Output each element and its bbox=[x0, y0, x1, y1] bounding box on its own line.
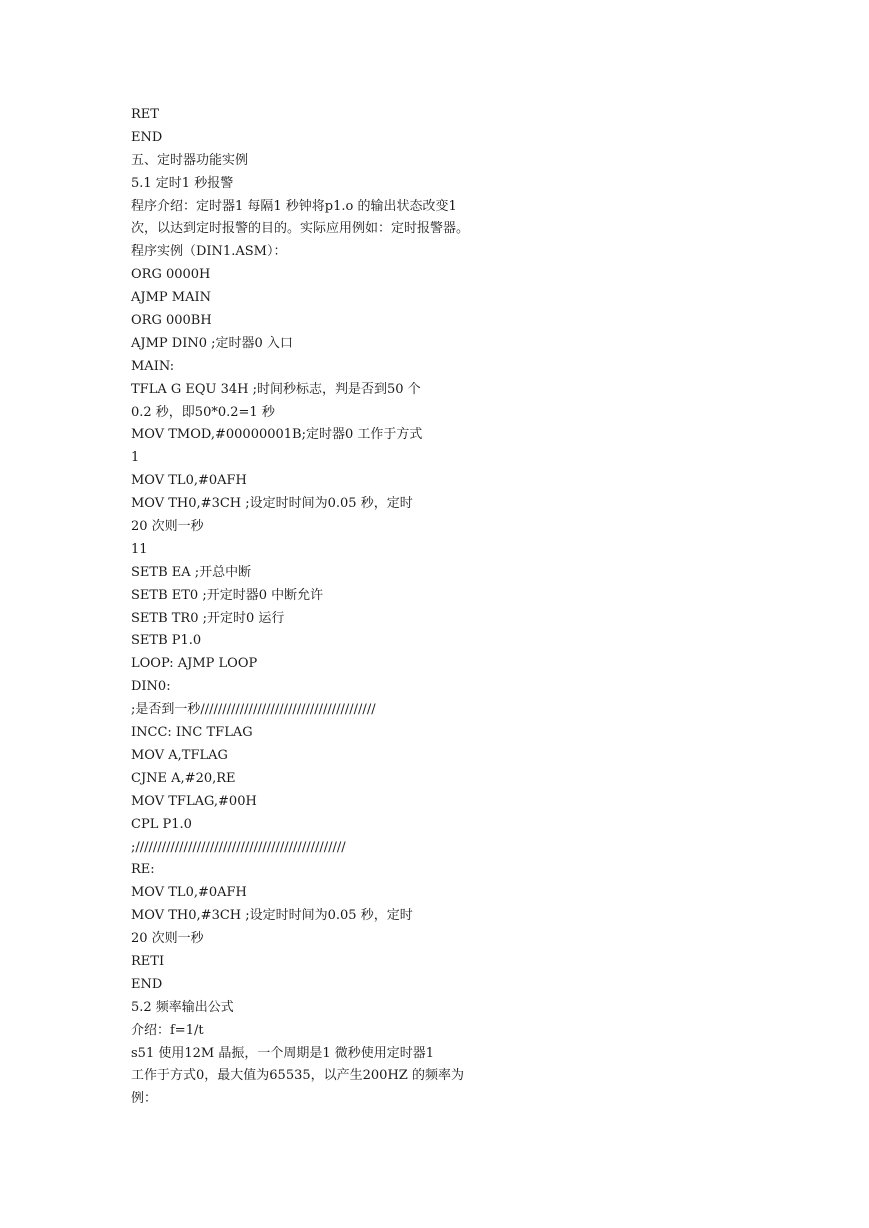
code-line: END bbox=[131, 129, 163, 145]
paragraph-line: 介绍：f=1/t bbox=[131, 1022, 204, 1038]
code-line: MOV TL0,#0AFH bbox=[131, 473, 247, 489]
code-line: RE: bbox=[131, 862, 155, 878]
paragraph-line: 工作于方式0，最大值为65535，以产生200HZ 的频率为 bbox=[131, 1068, 464, 1084]
paragraph-line: 程序介绍：定时器1 每隔1 秒钟将p1.o 的输出状态改变1 bbox=[131, 198, 457, 214]
code-line: RETI bbox=[131, 953, 165, 969]
code-line: SETB ET0 ;开定时器0 中断允许 bbox=[131, 587, 324, 603]
code-line: 20 次则一秒 bbox=[131, 931, 204, 947]
code-line: 11 bbox=[131, 541, 148, 557]
code-line: TFLA G EQU 34H ;时间秒标志，判是否到50 个 bbox=[131, 381, 421, 397]
paragraph-line: 次，以达到定时报警的目的。实际应用例如：定时报警器。 bbox=[131, 221, 470, 237]
code-line: MOV TMOD,#00000001B;定时器0 工作于方式 bbox=[131, 427, 423, 443]
code-line: SETB EA ;开总中断 bbox=[131, 564, 252, 580]
code-comment-line: ;是否到一秒//////////////////////////////////////// bbox=[131, 702, 376, 718]
section-heading: 五、定时器功能实例 bbox=[131, 152, 249, 168]
subsection-heading: 5.2 频率输出公式 bbox=[131, 999, 234, 1015]
code-line: SETB P1.0 bbox=[131, 633, 202, 649]
subsection-heading: 5.1 定时1 秒报警 bbox=[131, 175, 234, 191]
code-line: 0.2 秒，即50*0.2=1 秒 bbox=[131, 404, 275, 420]
code-line: INCC: INC TFLAG bbox=[131, 725, 253, 741]
paragraph-line: 程序实例（DIN1.ASM）： bbox=[131, 244, 287, 260]
code-line: MOV TL0,#0AFH bbox=[131, 885, 247, 901]
code-line: LOOP: AJMP LOOP bbox=[131, 656, 258, 672]
paragraph-line: s51 使用12M 晶振，一个周期是1 微秒使用定时器1 bbox=[131, 1045, 435, 1061]
code-line: DIN0: bbox=[131, 679, 171, 695]
code-line: SETB TR0 ;开定时0 运行 bbox=[131, 610, 285, 626]
code-line: AJMP DIN0 ;定时器0 入口 bbox=[131, 335, 293, 351]
paragraph-line: 例： bbox=[131, 1091, 158, 1107]
code-line: ORG 000BH bbox=[131, 313, 212, 329]
code-line: CPL P1.0 bbox=[131, 816, 192, 832]
code-line: MOV TH0,#3CH ;设定时时间为0.05 秒，定时 bbox=[131, 908, 413, 924]
code-line: MAIN: bbox=[131, 358, 175, 374]
code-comment-line: ;//////////////////////////////////////////////// bbox=[131, 839, 346, 855]
code-line: AJMP MAIN bbox=[131, 290, 211, 306]
code-line: ORG 0000H bbox=[131, 267, 211, 283]
code-line: 20 次则一秒 bbox=[131, 519, 204, 535]
document-body bbox=[131, 104, 551, 1111]
code-line: MOV TH0,#3CH ;设定时时间为0.05 秒，定时 bbox=[131, 496, 413, 512]
code-line: 1 bbox=[131, 450, 140, 466]
code-line: CJNE A,#20,RE bbox=[131, 770, 236, 786]
code-line: MOV TFLAG,#00H bbox=[131, 793, 257, 809]
code-line: MOV A,TFLAG bbox=[131, 747, 228, 763]
code-line: END bbox=[131, 976, 163, 992]
code-line: RET bbox=[131, 107, 159, 122]
